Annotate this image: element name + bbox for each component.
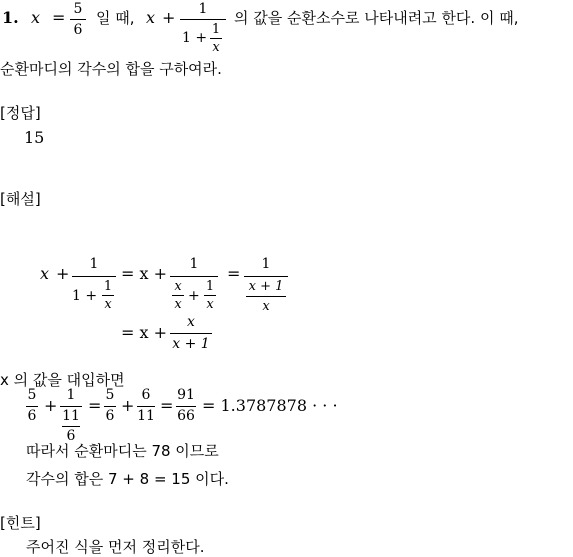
eq1-equals-2: =	[227, 264, 241, 283]
eq2-bar	[170, 333, 212, 334]
eq1-f1-numerator: 1	[89, 256, 99, 272]
eq1-f2-den-a-den: x	[174, 297, 182, 312]
calc-d-bar	[137, 406, 155, 407]
fraction-denominator: 6	[73, 22, 83, 38]
hint-text: 주어진 식을 먼저 정리한다.	[26, 538, 205, 556]
calc-plus-1: +	[44, 396, 58, 415]
calc-equals-1: =	[88, 396, 102, 415]
calc-b-den-num: 11	[62, 408, 80, 424]
eq1-f3-den-inner	[246, 279, 286, 301]
eq2-denominator: x + 1	[172, 336, 210, 352]
conclusion-line-1: 따라서 순환마디는 78 이므로	[26, 442, 219, 460]
calc-e-bar	[176, 406, 196, 407]
calc-b-den-den: 6	[66, 428, 76, 444]
substitute-text: x 의 값을 대입하면	[0, 371, 125, 389]
fraction-numerator: 1	[198, 1, 208, 17]
problem-number: 1.	[2, 8, 19, 27]
calc-a-den: 6	[27, 408, 37, 424]
problem-x-var: x	[31, 8, 41, 27]
eq1-f2-den-b-num: 1	[205, 279, 215, 294]
inner-numerator: 1	[211, 22, 221, 37]
calc-fraction-6-11	[137, 386, 155, 426]
problem-expr-x: x	[146, 8, 156, 27]
eq1-f1-inner-den: x	[104, 297, 112, 312]
calc-e-den: 66	[177, 408, 195, 424]
calc-c-den: 6	[105, 408, 115, 424]
eq1-f2-den-a-num: x	[174, 279, 182, 294]
calc-c-bar	[104, 406, 116, 407]
eq1-f3-den-inner-bar	[246, 296, 286, 297]
calc-c-num: 5	[105, 387, 115, 403]
eq1-f2-den-b-den: x	[206, 297, 214, 312]
eq2-prefix: = x +	[121, 323, 168, 342]
eq1-f2-numerator: 1	[189, 256, 199, 272]
calc-a-num: 5	[27, 387, 37, 403]
hint-label: [힌트]	[0, 514, 41, 532]
eq1-f3-den-inner-num: x + 1	[248, 279, 284, 294]
eq1-f2-den-a-bar	[172, 295, 184, 296]
inner-denominator: x	[212, 40, 220, 55]
calc-b-inner-bar	[62, 426, 80, 427]
eq2-fraction	[170, 313, 212, 355]
eq1-f3-numerator: 1	[261, 256, 271, 272]
eq1-equals-x-plus: = x +	[121, 264, 168, 283]
eq1-lhs-x: x	[40, 264, 50, 283]
calc-fraction-5-6	[26, 386, 38, 426]
answer-label: [정답]	[0, 104, 41, 122]
eq1-f2-den-plus: +	[188, 288, 200, 304]
calc-a-bar	[26, 406, 38, 407]
eq1-fraction-1	[72, 255, 116, 317]
calc-equals-2: =	[160, 396, 174, 415]
eq1-f1-bar	[72, 276, 116, 277]
calc-b-bar	[60, 406, 82, 407]
answer-value: 15	[24, 128, 45, 147]
eq1-fraction-2	[170, 255, 218, 317]
conclusion-line-2: 각수의 합은 7 + 8 = 15 이다.	[26, 470, 229, 488]
calc-d-num: 6	[141, 387, 151, 403]
calc-fraction-complex	[60, 386, 82, 446]
eq1-lhs-plus: +	[56, 264, 70, 283]
calc-b-num: 1	[66, 387, 76, 403]
problem-line-2: 순환마디의 각수의 합을 구하여라.	[0, 60, 222, 78]
problem-equals: =	[52, 8, 66, 27]
eq1-f1-inner-num: 1	[103, 279, 113, 294]
eq2-numerator: x	[187, 314, 195, 330]
problem-text-rest: 의 값을 순환소수로 나타내려고 한다. 이 때,	[234, 9, 519, 27]
eq1-f3-den-inner-den: x	[262, 299, 270, 314]
eq1-f3-bar	[244, 276, 288, 277]
eq1-f1-den-prefix: 1 +	[72, 288, 98, 304]
eq1-f1-inner-bar	[102, 295, 114, 296]
problem-text-when: 일 때,	[96, 9, 135, 27]
eq1-f2-bar	[170, 276, 218, 277]
calc-fraction-5-6-b	[104, 386, 116, 426]
eq1-f1-inner	[102, 279, 114, 317]
eq1-f2-den-b-bar	[204, 295, 216, 296]
calc-d-den: 11	[137, 408, 155, 424]
calc-fraction-91-66	[176, 386, 196, 426]
eq1-fraction-3	[244, 255, 288, 317]
calc-e-num: 91	[177, 387, 195, 403]
eq1-f2-den-b	[204, 279, 216, 317]
fraction-numerator: 5	[73, 1, 83, 17]
problem-expr-plus: +	[162, 8, 176, 27]
fraction-denominator-prefix: 1 +	[182, 30, 208, 46]
calc-result: = 1.3787878 · · ·	[202, 396, 338, 415]
calc-plus-2: +	[121, 396, 135, 415]
solution-label: [해설]	[0, 190, 41, 208]
eq1-f2-den-a	[172, 279, 184, 317]
